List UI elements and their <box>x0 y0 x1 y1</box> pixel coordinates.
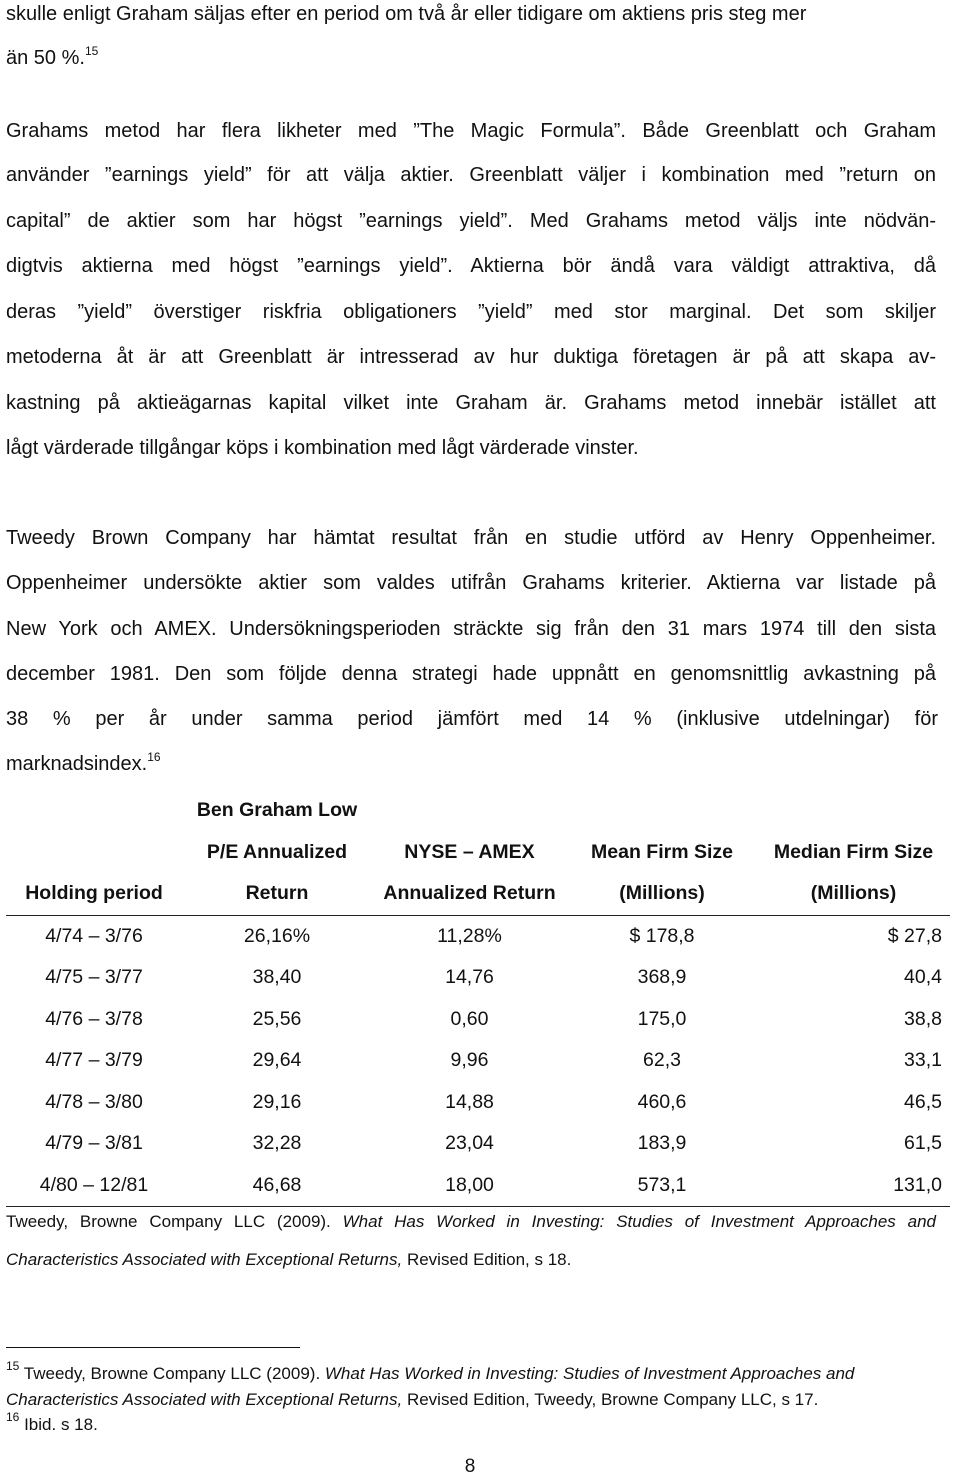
paragraph-3-line-1: Tweedy Brown Company har hämtat resultat från en studie utförd av Henry Oppenheimer. <box>6 527 936 549</box>
paragraph-2-line-3: capital” de aktier som har högst ”earnings yield”. Med Grahams metod väljs inte nödvän- <box>6 210 936 232</box>
holding-period-cell: 4/76 – 3/78 <box>45 1007 143 1030</box>
mean-firm-size-cell: 573,1 <box>567 1165 757 1207</box>
paragraph-2-line-4: digtvis aktierna med högst ”earnings yield”. Aktierna bör ändå vara väldigt attraktiva, då <box>6 255 936 277</box>
graham-return-cell: 29,16 <box>252 1090 302 1113</box>
header-cell <box>372 790 567 832</box>
header-cell <box>6 790 182 832</box>
footnote-16 <box>6 1412 956 1438</box>
header-cell <box>567 790 757 832</box>
paragraph-1-text: än 50 %. <box>6 47 85 69</box>
mean-firm-size-cell: 368,9 <box>637 966 687 989</box>
table-header-row <box>6 790 950 832</box>
mean-firm-size-cell: 183,9 <box>637 1132 687 1155</box>
paragraph-1-line-2 <box>6 46 936 70</box>
table-header-row <box>6 832 950 874</box>
mean-firm-size-cell: 175,0 <box>637 1007 687 1030</box>
holding-period-cell: 4/75 – 3/77 <box>45 966 143 989</box>
mean-firm-size-cell: 460,6 <box>637 1090 687 1113</box>
nyse-amex-return-cell: 9,96 <box>450 1049 489 1072</box>
footnote-ref-15: 15 <box>84 44 99 58</box>
nyse-amex-return-cell: 11,28% <box>437 924 502 947</box>
footnote-16-text: Ibid. s 18. <box>19 1415 98 1434</box>
header-cell: (Millions) <box>757 873 950 915</box>
paragraph-2-line-6: metoderna åt är att Greenblatt är intresserad av hur duktiga företagen är på att skapa av- <box>6 346 936 368</box>
median-firm-size-cell: 46,5 <box>904 1090 942 1113</box>
median-firm-size-cell: $ 27,8 <box>887 924 942 947</box>
header-cell: Return <box>182 873 372 915</box>
graham-return-cell: 38,40 <box>252 966 302 989</box>
footnote-15-title-2: Characteristics Associated with Exceptional Returns, <box>6 1390 403 1409</box>
table-row <box>6 915 950 957</box>
source-title-part-2: Characteristics Associated with Exceptional Returns, <box>6 1250 403 1269</box>
paragraph-2-line-1: Grahams metod har flera likheter med ”The Magic Formula”. Både Greenblatt och Graham <box>6 120 936 142</box>
header-cell <box>757 790 950 832</box>
nyse-amex-return-cell: 18,00 <box>372 1165 567 1207</box>
graham-return-cell: 29,64 <box>252 1049 302 1072</box>
nyse-amex-return-cell: 14,88 <box>445 1090 494 1113</box>
table-row <box>6 1082 950 1124</box>
header-cell: Mean Firm Size <box>591 840 733 863</box>
paragraph-3-line-2: Oppenheimer undersökte aktier som valdes utifrån Grahams kriterier. Aktierna var listade på <box>6 572 936 594</box>
paragraph-3-line-4: december 1981. Den som följde denna strategi hade uppnått en genomsnittlig avkastning på <box>6 663 936 685</box>
median-firm-size-cell: 40,4 <box>904 966 942 989</box>
page-number: 8 <box>464 1456 476 1477</box>
source-author: Tweedy, Browne Company LLC (2009). <box>6 1212 343 1231</box>
table-source-line-2 <box>6 1248 936 1272</box>
holding-period-cell: 4/80 – 12/81 <box>6 1165 182 1207</box>
footnote-ref-16: 16 <box>147 750 161 764</box>
footnote-16-number: 16 <box>6 1410 20 1424</box>
median-firm-size-cell: 33,1 <box>904 1049 942 1072</box>
median-firm-size-cell: 131,0 <box>757 1165 950 1207</box>
header-cell: Median Firm Size <box>773 840 934 863</box>
mean-firm-size-cell: $ 178,8 <box>629 924 695 947</box>
header-cell: (Millions) <box>567 873 757 915</box>
paragraph-2-line-8: lågt värderade tillgångar köps i kombination med lågt värderade vinster. <box>6 437 639 459</box>
mean-firm-size-cell: 62,3 <box>643 1049 681 1072</box>
footnote-15-suffix: Revised Edition, Tweedy, Browne Company LLC, s 17. <box>402 1390 819 1409</box>
footnote-15-title-1: What Has Worked in Investing: Studies of Investment Approaches and <box>324 1364 855 1383</box>
table-row <box>6 957 950 999</box>
paragraph-1-line-1: skulle enligt Graham säljas efter en period om två år eller tidigare om aktiens pris steg mer <box>6 3 807 25</box>
median-firm-size-cell: 38,8 <box>904 1007 942 1030</box>
paragraph-2-line-5: deras ”yield” överstiger riskfria obligationers ”yield” med stor marginal. Det som skiljer <box>6 301 936 323</box>
header-cell <box>6 832 182 874</box>
table-row <box>6 1123 950 1165</box>
paragraph-3-last-text: marknadsindex. <box>6 753 148 775</box>
table-header <box>6 790 950 915</box>
source-title-part-1: What Has Worked in Investing: Studies of Investment Approaches and <box>342 1212 936 1231</box>
footnote-15-author: Tweedy, Browne Company LLC (2009). <box>19 1364 325 1383</box>
footnote-15-line-2 <box>6 1387 956 1413</box>
paragraph-3-line-6 <box>6 752 936 776</box>
header-cell: NYSE – AMEX <box>404 840 535 863</box>
table-header-row <box>6 873 950 915</box>
table-row <box>6 999 950 1041</box>
footnote-separator <box>6 1347 300 1348</box>
graham-return-cell: 46,68 <box>182 1165 372 1207</box>
holding-period-cell: 4/78 – 3/80 <box>45 1090 143 1113</box>
footnote-15-line-1 <box>6 1361 956 1387</box>
holding-period-cell: 4/79 – 3/81 <box>45 1132 143 1155</box>
paragraph-2-line-2: använder ”earnings yield” för att välja aktier. Greenblatt väljer i kombination med ”return on <box>6 164 936 186</box>
table-body <box>6 915 950 1207</box>
nyse-amex-return-cell: 14,76 <box>445 966 494 989</box>
nyse-amex-return-cell: 0,60 <box>450 1007 489 1030</box>
paragraph-2-line-7: kastning på aktieägarnas kapital vilket inte Graham är. Grahams metod innebär istället att <box>6 392 936 414</box>
graham-return-cell: 26,16% <box>243 924 311 947</box>
paragraph-3-line-3: New York och AMEX. Undersökningsperioden sträckte sig från den 31 mars 1974 till den sista <box>6 618 936 640</box>
header-cell: P/E Annualized <box>206 840 348 863</box>
holding-period-cell: 4/74 – 3/76 <box>45 924 143 947</box>
table-source-line-1 <box>6 1210 936 1234</box>
median-firm-size-cell: 61,5 <box>904 1132 942 1155</box>
header-cell: Ben Graham Low <box>196 799 358 822</box>
paragraph-3-line-5: 38 % per år under samma period jämfört med 14 % (inklusive utdelningar) för <box>6 708 938 730</box>
graham-return-cell: 32,28 <box>252 1132 302 1155</box>
header-cell: Annualized Return <box>372 873 567 915</box>
footnote-15-number: 15 <box>6 1359 20 1373</box>
table-row <box>6 1165 950 1207</box>
header-cell: Holding period <box>6 873 182 915</box>
table-row <box>6 1040 950 1082</box>
returns-table <box>6 790 950 1207</box>
nyse-amex-return-cell: 23,04 <box>445 1132 494 1155</box>
source-suffix: Revised Edition, s 18. <box>402 1250 572 1269</box>
graham-return-cell: 25,56 <box>252 1007 302 1030</box>
holding-period-cell: 4/77 – 3/79 <box>45 1049 143 1072</box>
